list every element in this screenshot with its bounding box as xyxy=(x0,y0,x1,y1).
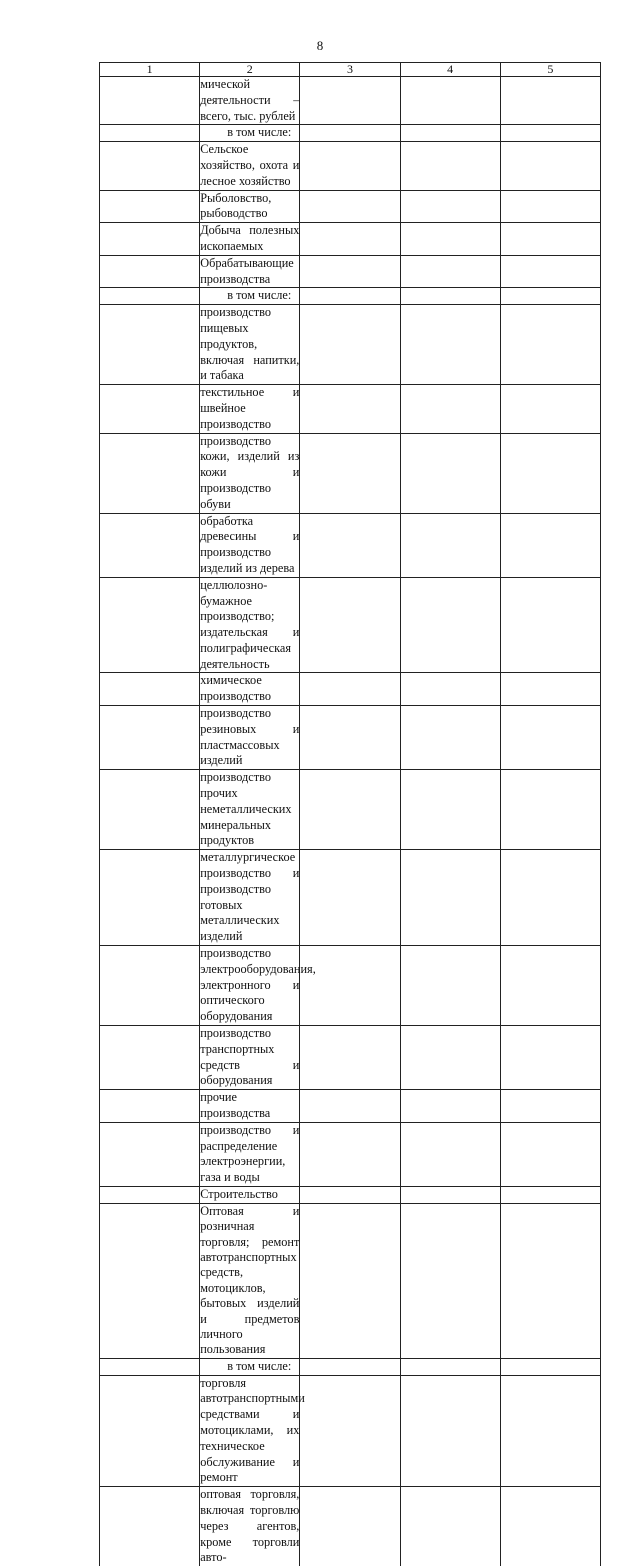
table-body xyxy=(100,77,601,1566)
value-cell-column-5 xyxy=(500,1090,600,1123)
value-cell-column-1 xyxy=(100,77,200,125)
table-row xyxy=(100,142,601,190)
table-row xyxy=(100,433,601,513)
table-row xyxy=(100,946,601,1026)
value-cell-column-5 xyxy=(500,1358,600,1375)
value-cell-column-3 xyxy=(300,255,400,288)
table-row xyxy=(100,513,601,577)
value-cell-column-1 xyxy=(100,1358,200,1375)
value-cell-column-3 xyxy=(300,946,400,1026)
value-cell-column-4 xyxy=(400,1487,500,1566)
value-cell-column-1 xyxy=(100,433,200,513)
value-cell-column-1 xyxy=(100,850,200,946)
value-cell-column-1 xyxy=(100,1487,200,1566)
value-cell-column-1 xyxy=(100,385,200,433)
value-cell-column-5 xyxy=(500,673,600,706)
table-row xyxy=(100,288,601,305)
value-cell-column-5 xyxy=(500,1186,600,1203)
table-row xyxy=(100,1122,601,1186)
indicator-name-cell: Сельское хозяйство, охота и лесное хозяйство xyxy=(200,142,300,190)
indicator-name-cell: Оптовая и розничная торговля; ремонт автотранспортных средств, мотоциклов, бытовых изделий и предметов личного пользования xyxy=(200,1203,300,1358)
value-cell-column-4 xyxy=(400,1186,500,1203)
value-cell-column-3 xyxy=(300,1487,400,1566)
indicator-name-cell: Строительство xyxy=(200,1186,300,1203)
value-cell-column-5 xyxy=(500,288,600,305)
value-cell-column-1 xyxy=(100,1375,200,1487)
value-cell-column-4 xyxy=(400,1122,500,1186)
indicator-name-cell: в том числе: xyxy=(200,1358,300,1375)
table-row xyxy=(100,1358,601,1375)
value-cell-column-4 xyxy=(400,1026,500,1090)
indicator-name-cell: в том числе: xyxy=(200,125,300,142)
value-cell-column-4 xyxy=(400,673,500,706)
value-cell-column-3 xyxy=(300,673,400,706)
column-header-3: 3 xyxy=(300,63,400,77)
indicator-name-cell: производство пищевых продуктов, включая напитки, и табака xyxy=(200,305,300,385)
value-cell-column-1 xyxy=(100,1026,200,1090)
value-cell-column-5 xyxy=(500,305,600,385)
value-cell-column-1 xyxy=(100,1203,200,1358)
value-cell-column-5 xyxy=(500,1026,600,1090)
table-row xyxy=(100,77,601,125)
indicator-name-cell: мической деятельности – всего, тыс. рублей xyxy=(200,77,300,125)
table-row xyxy=(100,706,601,770)
value-cell-column-5 xyxy=(500,1122,600,1186)
value-cell-column-4 xyxy=(400,433,500,513)
table-row xyxy=(100,850,601,946)
table-row xyxy=(100,305,601,385)
value-cell-column-4 xyxy=(400,125,500,142)
value-cell-column-4 xyxy=(400,770,500,850)
value-cell-column-3 xyxy=(300,305,400,385)
value-cell-column-5 xyxy=(500,1487,600,1566)
value-cell-column-4 xyxy=(400,1203,500,1358)
value-cell-column-1 xyxy=(100,125,200,142)
value-cell-column-1 xyxy=(100,305,200,385)
value-cell-column-4 xyxy=(400,1358,500,1375)
value-cell-column-3 xyxy=(300,577,400,673)
value-cell-column-3 xyxy=(300,513,400,577)
indicator-name-cell: производство транспортных средств и оборудования xyxy=(200,1026,300,1090)
table-row xyxy=(100,1203,601,1358)
table-row xyxy=(100,673,601,706)
table-row xyxy=(100,385,601,433)
statistics-table xyxy=(99,62,601,1566)
value-cell-column-4 xyxy=(400,305,500,385)
value-cell-column-3 xyxy=(300,433,400,513)
value-cell-column-5 xyxy=(500,77,600,125)
indicator-name-cell: производство резиновых и пластмассовых изделий xyxy=(200,706,300,770)
table-row xyxy=(100,1026,601,1090)
indicator-name-cell: Обрабатывающие производства xyxy=(200,255,300,288)
value-cell-column-3 xyxy=(300,1358,400,1375)
table-row xyxy=(100,223,601,256)
value-cell-column-1 xyxy=(100,190,200,223)
indicator-name-cell: производство кожи, изделий из кожи и производство обуви xyxy=(200,433,300,513)
indicator-name-cell: прочие производства xyxy=(200,1090,300,1123)
value-cell-column-1 xyxy=(100,513,200,577)
indicator-name-cell: обработка древесины и производство изделий из дерева xyxy=(200,513,300,577)
value-cell-column-3 xyxy=(300,125,400,142)
value-cell-column-4 xyxy=(400,850,500,946)
table-row xyxy=(100,1375,601,1487)
value-cell-column-3 xyxy=(300,223,400,256)
page-number: 8 xyxy=(0,38,640,54)
indicator-name-cell: торговля автотранспортными средствами и мотоциклами, их техническое обслуживание и ремонт xyxy=(200,1375,300,1487)
indicator-name-cell: производство прочих неметаллических минеральных продуктов xyxy=(200,770,300,850)
value-cell-column-5 xyxy=(500,223,600,256)
value-cell-column-1 xyxy=(100,255,200,288)
value-cell-column-1 xyxy=(100,1186,200,1203)
value-cell-column-4 xyxy=(400,385,500,433)
value-cell-column-4 xyxy=(400,577,500,673)
value-cell-column-5 xyxy=(500,946,600,1026)
table-row xyxy=(100,1090,601,1123)
value-cell-column-5 xyxy=(500,255,600,288)
value-cell-column-1 xyxy=(100,223,200,256)
value-cell-column-5 xyxy=(500,850,600,946)
value-cell-column-4 xyxy=(400,706,500,770)
value-cell-column-5 xyxy=(500,190,600,223)
indicator-name-cell: металлургическое производство и производство готовых металлических изделий xyxy=(200,850,300,946)
value-cell-column-4 xyxy=(400,255,500,288)
value-cell-column-5 xyxy=(500,770,600,850)
value-cell-column-4 xyxy=(400,1090,500,1123)
indicator-name-cell: оптовая торговля, включая торговлю через агентов, кроме торговли авто- xyxy=(200,1487,300,1566)
value-cell-column-3 xyxy=(300,1122,400,1186)
indicator-name-cell: в том числе: xyxy=(200,288,300,305)
value-cell-column-4 xyxy=(400,77,500,125)
column-header-2: 2 xyxy=(200,63,300,77)
column-header-1: 1 xyxy=(100,63,200,77)
value-cell-column-5 xyxy=(500,513,600,577)
value-cell-column-4 xyxy=(400,142,500,190)
value-cell-column-5 xyxy=(500,1375,600,1487)
value-cell-column-3 xyxy=(300,142,400,190)
value-cell-column-4 xyxy=(400,1375,500,1487)
value-cell-column-3 xyxy=(300,1026,400,1090)
value-cell-column-5 xyxy=(500,577,600,673)
value-cell-column-3 xyxy=(300,190,400,223)
value-cell-column-4 xyxy=(400,288,500,305)
value-cell-column-1 xyxy=(100,946,200,1026)
table-row xyxy=(100,770,601,850)
table-header-row xyxy=(100,63,601,77)
value-cell-column-1 xyxy=(100,770,200,850)
value-cell-column-3 xyxy=(300,1203,400,1358)
table-row xyxy=(100,255,601,288)
value-cell-column-4 xyxy=(400,223,500,256)
value-cell-column-3 xyxy=(300,385,400,433)
value-cell-column-1 xyxy=(100,577,200,673)
indicator-name-cell: производство электрооборудования, электронного и оптического оборудования xyxy=(200,946,300,1026)
value-cell-column-1 xyxy=(100,1090,200,1123)
value-cell-column-3 xyxy=(300,1090,400,1123)
value-cell-column-4 xyxy=(400,190,500,223)
value-cell-column-1 xyxy=(100,1122,200,1186)
value-cell-column-3 xyxy=(300,1186,400,1203)
value-cell-column-4 xyxy=(400,946,500,1026)
indicator-name-cell: Добыча полезных ископаемых xyxy=(200,223,300,256)
indicator-name-cell: химическое производство xyxy=(200,673,300,706)
indicator-name-cell: Рыболовство, рыбоводство xyxy=(200,190,300,223)
value-cell-column-5 xyxy=(500,706,600,770)
value-cell-column-1 xyxy=(100,673,200,706)
value-cell-column-3 xyxy=(300,1375,400,1487)
indicator-name-cell: производство и распределение электроэнергии, газа и воды xyxy=(200,1122,300,1186)
table-row xyxy=(100,1186,601,1203)
table-row xyxy=(100,125,601,142)
value-cell-column-1 xyxy=(100,142,200,190)
value-cell-column-3 xyxy=(300,288,400,305)
indicator-name-cell: целлюлозно-бумажное производство; издательская и полиграфическая деятельность xyxy=(200,577,300,673)
table-row xyxy=(100,1487,601,1566)
value-cell-column-3 xyxy=(300,706,400,770)
value-cell-column-5 xyxy=(500,433,600,513)
value-cell-column-5 xyxy=(500,142,600,190)
value-cell-column-3 xyxy=(300,850,400,946)
value-cell-column-5 xyxy=(500,125,600,142)
table-row xyxy=(100,190,601,223)
value-cell-column-1 xyxy=(100,288,200,305)
column-header-4: 4 xyxy=(400,63,500,77)
value-cell-column-5 xyxy=(500,1203,600,1358)
value-cell-column-5 xyxy=(500,385,600,433)
value-cell-column-3 xyxy=(300,77,400,125)
column-header-5: 5 xyxy=(500,63,600,77)
table-row xyxy=(100,577,601,673)
indicator-name-cell: текстильное и швейное производство xyxy=(200,385,300,433)
value-cell-column-1 xyxy=(100,706,200,770)
value-cell-column-4 xyxy=(400,513,500,577)
value-cell-column-3 xyxy=(300,770,400,850)
